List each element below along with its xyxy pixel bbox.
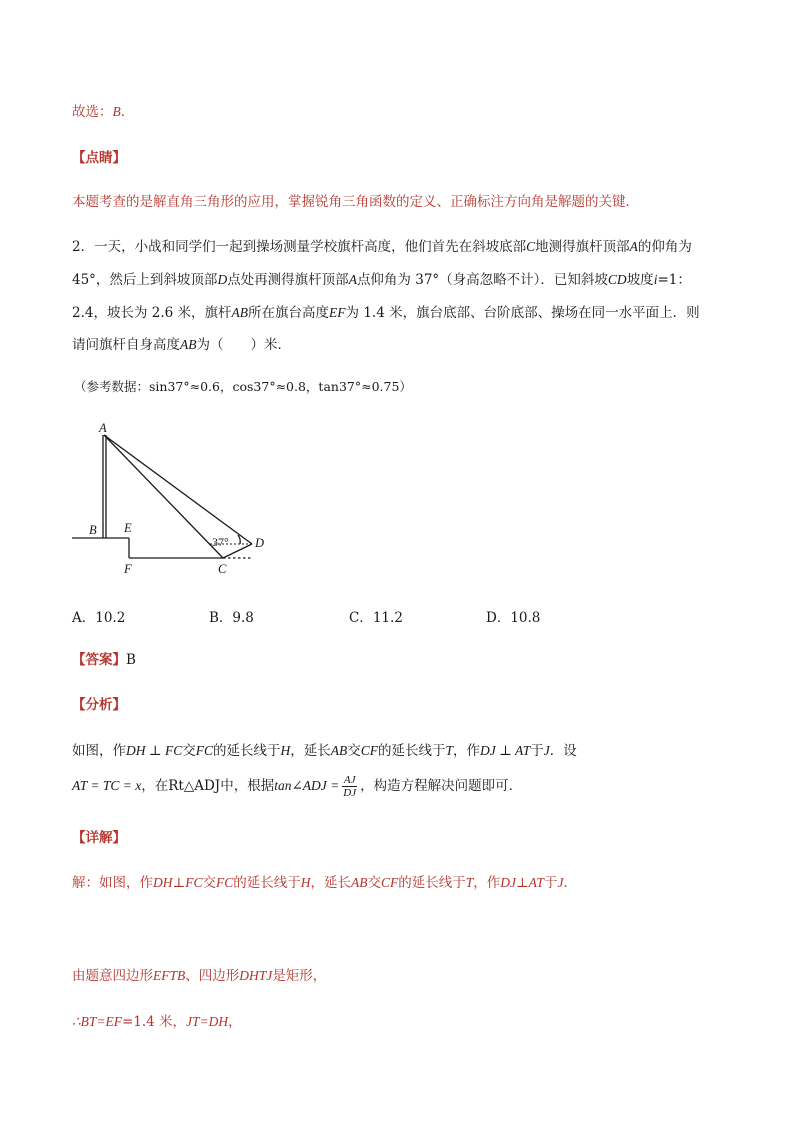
text: 的延长线于 <box>212 743 281 759</box>
option-value: 10.8 <box>510 610 541 626</box>
text: ，构造方程解决问题即可． <box>360 778 523 794</box>
line-ac <box>104 435 223 558</box>
answer-value: B <box>126 652 136 668</box>
math: J <box>543 743 550 758</box>
text: 的延长线于 <box>377 743 446 759</box>
text: ，延长 <box>290 743 331 759</box>
dianjing-heading: 【点睛】 <box>72 150 126 166</box>
analysis-heading: 【分析】 <box>72 697 126 713</box>
text: 的延长线于 <box>233 875 301 891</box>
prev-answer-prefix: 故选： <box>72 104 113 120</box>
math: T <box>465 875 474 890</box>
math: CF <box>380 875 399 890</box>
option-b[interactable] <box>209 606 254 626</box>
detail-heading: 【详解】 <box>72 830 126 846</box>
option-c[interactable] <box>349 606 403 626</box>
label-e: E <box>124 521 132 535</box>
text: ．设 <box>549 743 577 759</box>
fraction-denominator: DJ <box>343 787 357 799</box>
math: EFTB <box>153 968 186 983</box>
text: 交 <box>202 875 216 891</box>
prev-answer-suffix: ． <box>120 104 135 120</box>
text: ，在 <box>141 778 169 794</box>
text: 请问旗杆自身高度 <box>72 337 180 353</box>
math: AB <box>330 743 348 758</box>
math: DJ ⊥ AT <box>480 743 531 758</box>
math: DH⊥FC <box>153 875 203 890</box>
math: JT=DH <box>186 1014 229 1029</box>
detail-line-2 <box>72 967 326 985</box>
fraction-numerator: AJ <box>343 774 356 786</box>
text: 点处再测得旗杆顶部 <box>227 272 349 288</box>
text: 于 <box>530 743 544 759</box>
problem-line-4 <box>72 336 291 354</box>
text: =1： <box>657 272 691 288</box>
text: 交 <box>182 743 196 759</box>
label-angle: 37° <box>212 535 229 549</box>
text: =1.4 米， <box>121 1014 187 1030</box>
math: AT = TC = x <box>72 778 142 793</box>
math: AB <box>350 875 368 890</box>
label-c: C <box>218 562 227 576</box>
math: A <box>348 272 357 287</box>
math: Rt△ADJ <box>168 778 221 794</box>
math: DHTJ <box>239 968 273 983</box>
math: tan∠ADJ = <box>274 778 340 793</box>
text: ，作 <box>473 875 501 891</box>
text: ，作 <box>453 743 480 759</box>
label-b: B <box>89 523 97 537</box>
math: FC <box>215 875 234 890</box>
math: EF <box>329 305 346 320</box>
math: DH ⊥ FC <box>126 743 183 758</box>
text: 的延长线于 <box>398 875 466 891</box>
problem-line-1 <box>72 238 692 256</box>
math: i <box>653 272 658 287</box>
text: 所在旗台高度 <box>248 305 330 321</box>
problem-line-3 <box>72 304 700 322</box>
reference-data: （参考数据：sin37°≈0.6，cos37°≈0.8，tan37°≈0.75） <box>74 379 412 394</box>
prev-answer-letter: B <box>112 104 121 119</box>
text: 为（ ）米． <box>196 337 291 353</box>
label-a: A <box>99 421 107 435</box>
angle-arc <box>238 535 240 544</box>
geometry-figure <box>60 415 280 580</box>
option-letter: A． <box>72 610 96 626</box>
math: H <box>280 743 291 758</box>
math: AB <box>180 337 197 352</box>
text: 交 <box>367 875 381 891</box>
option-letter: B． <box>209 610 233 626</box>
text: 2．一天，小战和同学们一起到操场测量学校旗杆高度，他们首先在斜坡底部 <box>72 239 527 255</box>
text: ， <box>228 1014 242 1030</box>
fraction-aj-dj <box>341 774 358 799</box>
math: FC <box>195 743 213 758</box>
math: DJ⊥AT <box>500 875 544 890</box>
dianjing-text: 本题考查的是解直角三角形的应用，掌握锐角三角函数的定义、正确标注方向角是解题的关键． <box>72 194 639 210</box>
text: 为 1.4 米，旗台底部、台阶底部、操场在同一水平面上．则 <box>345 305 700 321</box>
math: CD <box>607 272 627 287</box>
text: ． <box>563 875 577 891</box>
label-d: D <box>255 536 265 550</box>
text: 的仰角为 <box>637 239 692 255</box>
text: 解：如图，作 <box>72 875 153 891</box>
math: T <box>445 743 453 758</box>
text: 由题意四边形 <box>72 968 153 984</box>
option-letter: D． <box>486 610 511 626</box>
text: 45°，然后上到斜坡顶部 <box>72 272 218 288</box>
math: ∴BT=EF <box>72 1014 122 1029</box>
analysis-line-2 <box>72 772 522 800</box>
answer-line <box>72 651 136 669</box>
option-d[interactable] <box>486 606 540 626</box>
math: A <box>629 239 638 254</box>
text: 于 <box>543 875 558 891</box>
problem-line-2 <box>72 271 691 289</box>
text: 2.4，坡长为 2.6 米，旗杆 <box>72 305 232 321</box>
text: 地测得旗杆顶部 <box>535 239 630 255</box>
detail-line-1 <box>72 874 577 892</box>
label-f: F <box>124 562 132 576</box>
detail-line-3 <box>72 1013 242 1031</box>
math: AB <box>231 305 249 320</box>
math: CF <box>360 743 378 758</box>
text: 是矩形， <box>272 968 327 984</box>
option-value: 10.2 <box>95 610 126 626</box>
text: 如图，作 <box>72 743 126 759</box>
text: 点仰角为 37°（身高忽略不计）．已知斜坡 <box>356 272 608 288</box>
answer-heading: 【答案】 <box>72 652 126 668</box>
text: 中，根据 <box>220 778 275 794</box>
text: 交 <box>347 743 361 759</box>
math: C <box>526 239 536 254</box>
text: 、四边形 <box>185 968 240 984</box>
option-value: 9.8 <box>232 610 254 626</box>
math: H <box>300 875 311 890</box>
option-value: 11.2 <box>372 610 403 626</box>
math: J <box>557 875 564 890</box>
option-a[interactable] <box>72 606 125 626</box>
text: ，延长 <box>310 875 351 891</box>
math: D <box>217 272 228 287</box>
option-letter: C． <box>349 610 373 626</box>
text: 坡度 <box>626 272 654 288</box>
prev-answer-line <box>72 103 134 121</box>
analysis-line-1 <box>72 742 577 760</box>
